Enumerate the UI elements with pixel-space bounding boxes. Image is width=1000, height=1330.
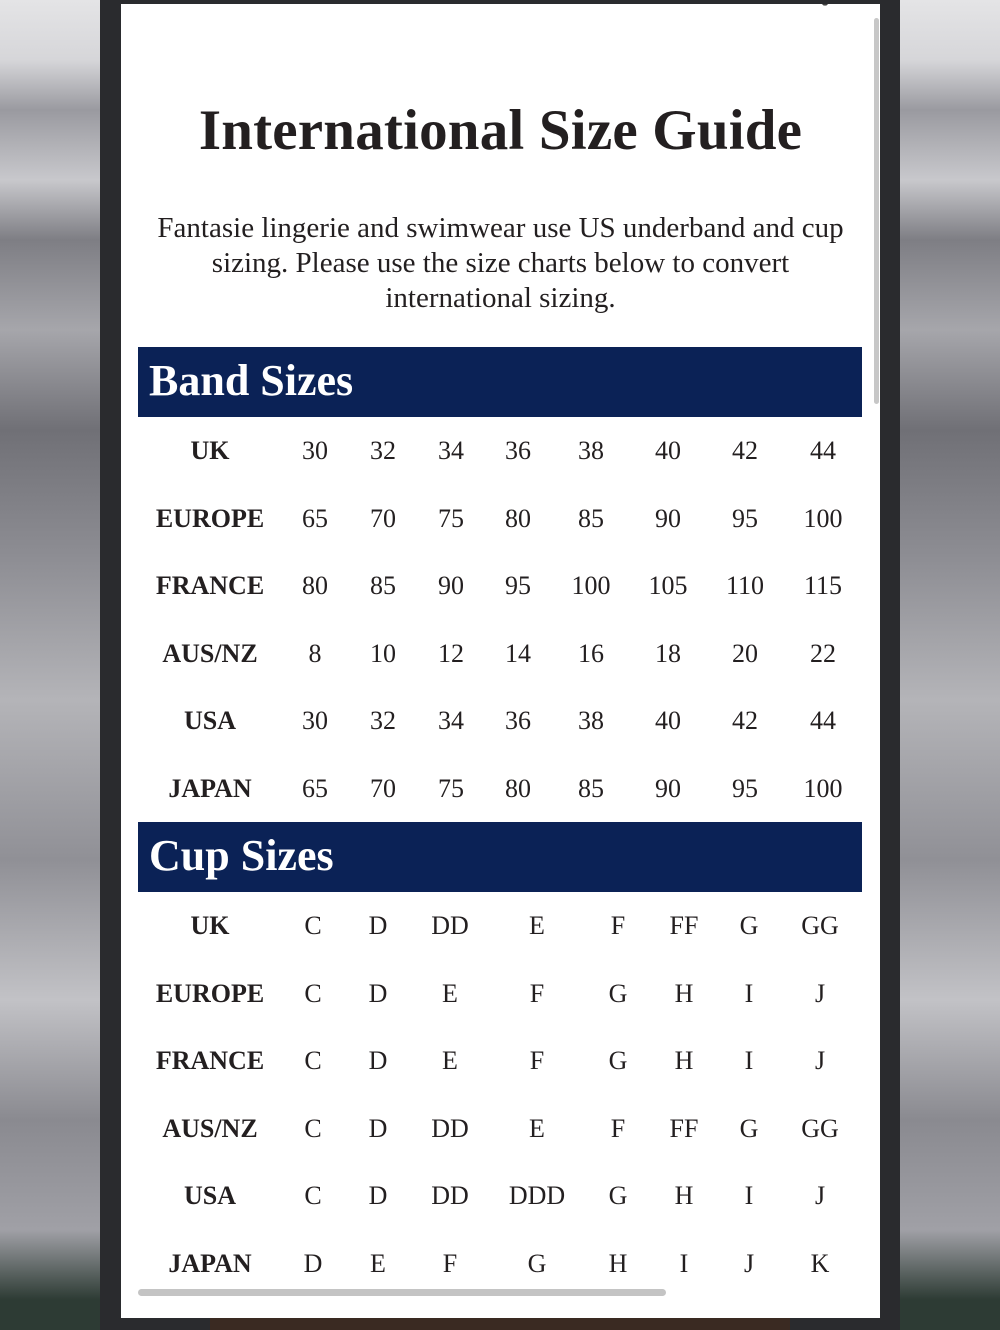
- table-cell: GG: [801, 911, 839, 940]
- size-guide-modal: [121, 4, 880, 1318]
- table-cell: G: [608, 978, 628, 1008]
- table-cell: 75: [438, 503, 464, 533]
- table-cell: 38: [578, 436, 604, 465]
- table-cell: 20: [732, 638, 758, 668]
- table-cell: H: [608, 1248, 628, 1278]
- table-cell: H: [674, 978, 694, 1008]
- table-row: [121, 552, 880, 620]
- table-cell: F: [610, 1113, 626, 1143]
- table-cell: 95: [732, 503, 758, 533]
- row-label: JAPAN: [168, 773, 252, 803]
- table-cell: I: [744, 978, 754, 1008]
- horizontal-scrollbar[interactable]: [138, 1289, 666, 1296]
- table-cell: GG: [801, 1113, 839, 1143]
- row-label: FRANCE: [155, 571, 265, 600]
- table-row: [121, 1162, 880, 1230]
- table-cell: G: [739, 911, 759, 940]
- table-cell: 18: [655, 638, 681, 668]
- table-row: [121, 1095, 880, 1163]
- row-label: FRANCE: [155, 1046, 265, 1075]
- table-cell: I: [744, 1181, 754, 1210]
- band-sizes-heading: Band Sizes: [138, 347, 862, 417]
- table-cell: DD: [431, 911, 469, 940]
- table-cell: 36: [505, 706, 531, 735]
- table-cell: 36: [505, 436, 531, 465]
- table-cell: I: [679, 1248, 689, 1278]
- table-cell: FF: [669, 911, 699, 940]
- table-cell: E: [442, 1046, 458, 1075]
- table-cell: 110: [725, 571, 765, 600]
- row-label: USA: [183, 706, 236, 735]
- table-cell: 75: [438, 773, 464, 803]
- table-cell: 100: [803, 773, 843, 803]
- table-cell: E: [529, 911, 545, 940]
- table-cell: I: [744, 1046, 754, 1075]
- table-cell: 14: [505, 638, 531, 668]
- table-cell: C: [304, 911, 322, 940]
- table-cell: J: [814, 1181, 826, 1210]
- table-cell: 105: [648, 571, 688, 600]
- row-label: JAPAN: [168, 1248, 252, 1278]
- table-cell: H: [674, 1181, 694, 1210]
- table-cell: G: [739, 1113, 759, 1143]
- table-row: [121, 755, 880, 823]
- table-cell: J: [814, 978, 826, 1008]
- table-cell: 80: [505, 503, 531, 533]
- table-row: [121, 485, 880, 553]
- table-cell: 22: [810, 638, 836, 668]
- table-cell: 34: [438, 706, 464, 735]
- table-cell: 12: [438, 638, 464, 668]
- table-cell: 85: [578, 773, 604, 803]
- table-cell: C: [304, 978, 322, 1008]
- table-cell: 34: [438, 436, 464, 465]
- table-cell: F: [529, 978, 545, 1008]
- table-row: [121, 620, 880, 688]
- table-cell: 10: [370, 638, 396, 668]
- table-cell: DD: [431, 1113, 469, 1143]
- table-row: [121, 687, 880, 755]
- page-title: International Size Guide: [198, 99, 803, 162]
- table-cell: 85: [370, 571, 396, 600]
- table-cell: E: [529, 1113, 545, 1143]
- cup-sizes-table: [121, 892, 880, 1297]
- table-cell: 90: [655, 503, 681, 533]
- table-row: [121, 960, 880, 1028]
- table-row: [121, 1027, 880, 1095]
- table-cell: F: [610, 911, 626, 940]
- table-row: [121, 417, 880, 485]
- table-cell: K: [810, 1248, 830, 1278]
- table-cell: D: [368, 911, 388, 940]
- table-cell: 70: [370, 773, 396, 803]
- row-label: UK: [190, 436, 230, 465]
- band-sizes-table: [121, 417, 880, 822]
- table-cell: G: [608, 1181, 628, 1210]
- cup-sizes-heading: Cup Sizes: [138, 822, 862, 892]
- table-cell: J: [814, 1046, 826, 1075]
- table-cell: F: [529, 1046, 545, 1075]
- table-cell: DD: [431, 1181, 469, 1210]
- table-cell: E: [370, 1248, 386, 1278]
- table-cell: 80: [302, 571, 328, 600]
- table-cell: 42: [732, 436, 758, 465]
- table-cell: 90: [438, 571, 464, 600]
- table-cell: 65: [302, 773, 328, 803]
- table-cell: 80: [505, 773, 531, 803]
- row-label: EUROPE: [155, 978, 265, 1008]
- table-cell: F: [442, 1248, 458, 1278]
- row-label: AUS/NZ: [162, 1113, 258, 1143]
- intro-text: Fantasie lingerie and swimwear use US underband and cup sizing. Please use the size charts below to convert international sizing.: [157, 212, 844, 314]
- row-label: USA: [183, 1181, 236, 1210]
- table-cell: 16: [578, 638, 604, 668]
- background-content-strip: [210, 1318, 790, 1330]
- table-cell: 30: [302, 706, 328, 735]
- table-cell: FF: [669, 1113, 699, 1143]
- table-cell: C: [304, 1046, 322, 1075]
- table-cell: 8: [308, 638, 322, 668]
- table-cell: D: [368, 978, 388, 1008]
- table-cell: C: [304, 1113, 322, 1143]
- table-cell: 38: [578, 706, 604, 735]
- table-cell: J: [743, 1248, 755, 1278]
- table-cell: E: [442, 978, 458, 1008]
- row-label: AUS/NZ: [162, 638, 258, 668]
- table-cell: 40: [655, 436, 681, 465]
- table-cell: 40: [655, 706, 681, 735]
- table-cell: D: [368, 1046, 388, 1075]
- vertical-scrollbar[interactable]: [874, 18, 879, 404]
- table-cell: G: [527, 1248, 547, 1278]
- table-cell: 42: [732, 706, 758, 735]
- row-label: EUROPE: [155, 503, 265, 533]
- table-cell: 44: [810, 436, 836, 465]
- table-cell: 85: [578, 503, 604, 533]
- table-cell: 95: [732, 773, 758, 803]
- table-cell: 70: [370, 503, 396, 533]
- table-cell: 32: [370, 436, 396, 465]
- table-cell: G: [608, 1046, 628, 1075]
- table-cell: 90: [655, 773, 681, 803]
- table-cell: 100: [571, 571, 611, 600]
- table-cell: D: [368, 1181, 388, 1210]
- table-cell: 115: [803, 571, 843, 600]
- table-cell: C: [304, 1181, 322, 1210]
- table-cell: H: [674, 1046, 694, 1075]
- table-row: [121, 1230, 880, 1298]
- table-cell: 100: [803, 503, 843, 533]
- table-cell: 44: [810, 706, 836, 735]
- table-cell: 32: [370, 706, 396, 735]
- table-cell: 65: [302, 503, 328, 533]
- table-cell: D: [303, 1248, 323, 1278]
- table-cell: DDD: [508, 1181, 566, 1210]
- table-cell: 95: [505, 571, 531, 600]
- table-cell: D: [368, 1113, 388, 1143]
- close-icon[interactable]: [805, 4, 845, 20]
- table-cell: 30: [302, 436, 328, 465]
- table-row: [121, 892, 880, 960]
- row-label: UK: [190, 911, 230, 940]
